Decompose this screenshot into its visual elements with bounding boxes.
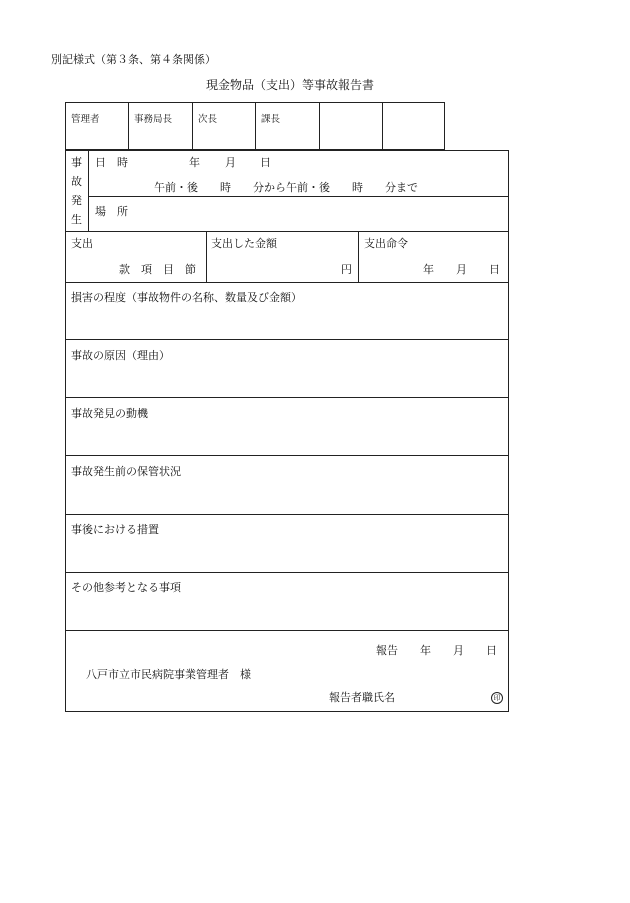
approval-cell-blank-2 [383, 102, 445, 150]
approval-cell-director [129, 102, 193, 150]
day-label: 日 [260, 156, 271, 169]
divider [66, 455, 509, 456]
report-table [65, 150, 509, 712]
expense-label: 支出 [71, 237, 93, 250]
yen-label: 円 [341, 263, 352, 276]
amount-label: 支出した金額 [211, 237, 277, 250]
payment-order-label: 支出命令 [364, 237, 408, 250]
report-date: 報告 年 月 日 [376, 644, 497, 657]
approval-label: 次長 [198, 114, 218, 125]
payment-order-date: 年 月 日 [423, 263, 500, 276]
divider [66, 572, 509, 573]
month-label: 月 [225, 156, 236, 169]
section-damage-extent: 損害の程度（事故物件の名称、数量及び金額） [71, 291, 302, 304]
divider [206, 231, 207, 282]
form-title: 現金物品（支出）等事故報告書 [206, 78, 375, 92]
side-label-char: 故 [71, 175, 82, 188]
reporter-name-label: 報告者職氏名 [329, 691, 395, 704]
approval-stamp-row [65, 102, 445, 150]
divider [66, 514, 509, 515]
divider [358, 231, 359, 282]
approval-cell-blank-1 [320, 102, 383, 150]
approval-cell-manager [65, 102, 129, 150]
approval-label: 課長 [261, 114, 281, 125]
approval-cell-section-chief [256, 102, 320, 150]
divider [66, 282, 509, 283]
approval-label: 事務局長 [134, 114, 173, 125]
section-subsequent-measures: 事後における措置 [71, 523, 159, 536]
divider [66, 630, 509, 631]
section-cause: 事故の原因（理由） [71, 349, 170, 362]
section-discovery-motive: 事故発見の動機 [71, 407, 148, 420]
section-prior-storage: 事故発生前の保管状況 [71, 465, 181, 478]
divider [88, 196, 509, 197]
divider [66, 397, 509, 398]
seal-icon: 印 [491, 692, 503, 704]
time-range-line: 午前・後 時 分から午前・後 時 分まで [154, 181, 418, 194]
divider [88, 151, 89, 231]
form-reference: 別記様式（第３条、第４条関係） [51, 53, 216, 66]
divider [66, 231, 509, 232]
approval-cell-deputy [193, 102, 256, 150]
side-label-char: 生 [71, 213, 82, 226]
side-label-char: 発 [71, 194, 82, 207]
year-label: 年 [189, 156, 200, 169]
budget-item-label: 款 項 目 節 [119, 263, 196, 276]
place-label: 場 所 [95, 205, 128, 218]
datetime-label: 日 時 [95, 156, 128, 169]
side-label-char: 事 [71, 156, 82, 169]
approval-label: 管理者 [71, 114, 100, 125]
section-other-references: その他参考となる事項 [71, 581, 181, 594]
divider [66, 339, 509, 340]
recipient: 八戸市立市民病院事業管理者 様 [86, 668, 251, 681]
